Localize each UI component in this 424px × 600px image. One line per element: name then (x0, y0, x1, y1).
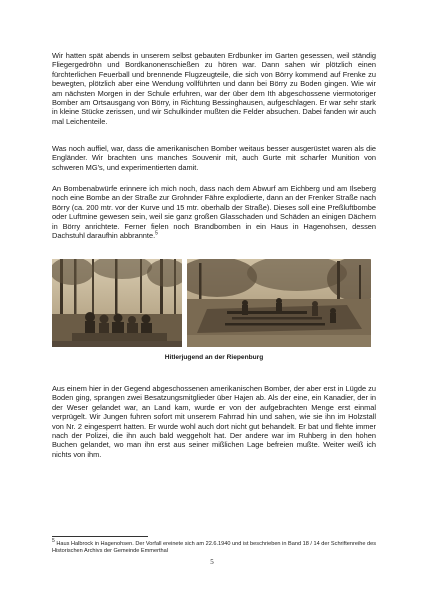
footnote-reference: 5 (155, 230, 158, 237)
body-paragraph-bombs (52, 184, 376, 240)
photo-youth-working (187, 259, 371, 347)
photo-caption: Hitlerjugend an der Riepenburg (164, 354, 264, 361)
footnote-divider (52, 536, 148, 537)
photo-youth-working-image (187, 259, 371, 347)
footnote-number: 5 (52, 538, 55, 545)
photo-youth-resting-image (52, 259, 182, 347)
footnote-text: Haus Halbrock in Hagenohsen. Der Vorfall ereinete sich am 22.6.1940 und ist beschrieben in Band 18 / 14 der Schriftenreihe des Historischen Archivs der Gemeinde Emmerthal (52, 541, 377, 555)
footnote (52, 538, 377, 556)
body-paragraph-bunker: Wir hatten spät abends in unserem selbst gebauten Erdbunker im Garten gesessen, weil ständig Fliegergedröhn und Bordkanonenschießen zu hören war. Dann sahen wir plötzlich einen fürchterlichen Feuerball und brennende Flugzeugteile, die sich von Börry kommend auf Frenke zu bewegten, plötzlich aber eine Wendung vollführten und dann bei Börry zu Boden gingen. Wie wir am nächsten Morgen in der Schule erfuhren, war der über dem Ith abgeschossene viermotoriger Bomber am Ortsausgang von Börry, in Richtung Bessinghausen, aufgeschlagen. Er war sehr stark in kleine Stücke zerissen, und wir Schulkinder mußten die Felder absuchen. Dabei fanden wir auch mal Leichenteile. (52, 51, 376, 126)
body-paragraph-bomber-crew: Aus einem hier in der Gegend abgeschossenen amerikanischen Bomber, der aber erst in Lügde zu Boden ging, sprangen zwei Besatzungsmitglieder über Hajen ab. Als der eine, ein Kanadier, der in der Weser gelandet war, an Land kam, wurde er von der aufgebrachten Menge erst einmal verprügelt. Wir Jungen fuhren sofort mit unserem Fahrrad hin und sahen, wie sie ihn im Holzstall von Nr. 2 eingesperrt hatten. Er wurde wohl auch dort nicht gut behandelt. Er bat und flehte immer nach der Polizei, die ihn auch bald weggeholt hat. Der andere war im Ruhberg in den hohen Buchen gelandet, wo man ihn erst aus seiner mißlichen Lage befreien mußte. Weiter weiß ich nichts von ihm. (52, 384, 376, 459)
photo-youth-resting (52, 259, 182, 347)
body-paragraph-souvenirs: Was noch auffiel, war, dass die amerikanischen Bomber weitaus besser ausgerüstet waren als die Engländer. Wir brachten uns manches Souvenir mit, auch Gurte mit scharfer Munition von schweren MG's, und experimentierten damit. (52, 144, 376, 172)
body-paragraph-bombs-text: An Bombenabwürfe erinnere ich mich noch, dass nach dem Abwurf am Eichberg und am Ilseberg noch eine Bombe an der Straße zur Grohnder Fähre explodierte, dann an der Frenker Straße nach Börry (ca. 200 mtr. vor der Kurve und 15 mtr. oberhalb der Straße). Dieses soll eine Preßluftbombe oder Luftmine gewesen sein, weil sie ganz großen Glasschaden und Schäden an einigen Dächern in Börry anrichtete. Ferner fielen noch Brandbomben in ein Haus in Hagenohsen, dessen Dachstuhl daraufhin abbrannte. (52, 184, 376, 241)
page-number: 5 (210, 558, 214, 566)
